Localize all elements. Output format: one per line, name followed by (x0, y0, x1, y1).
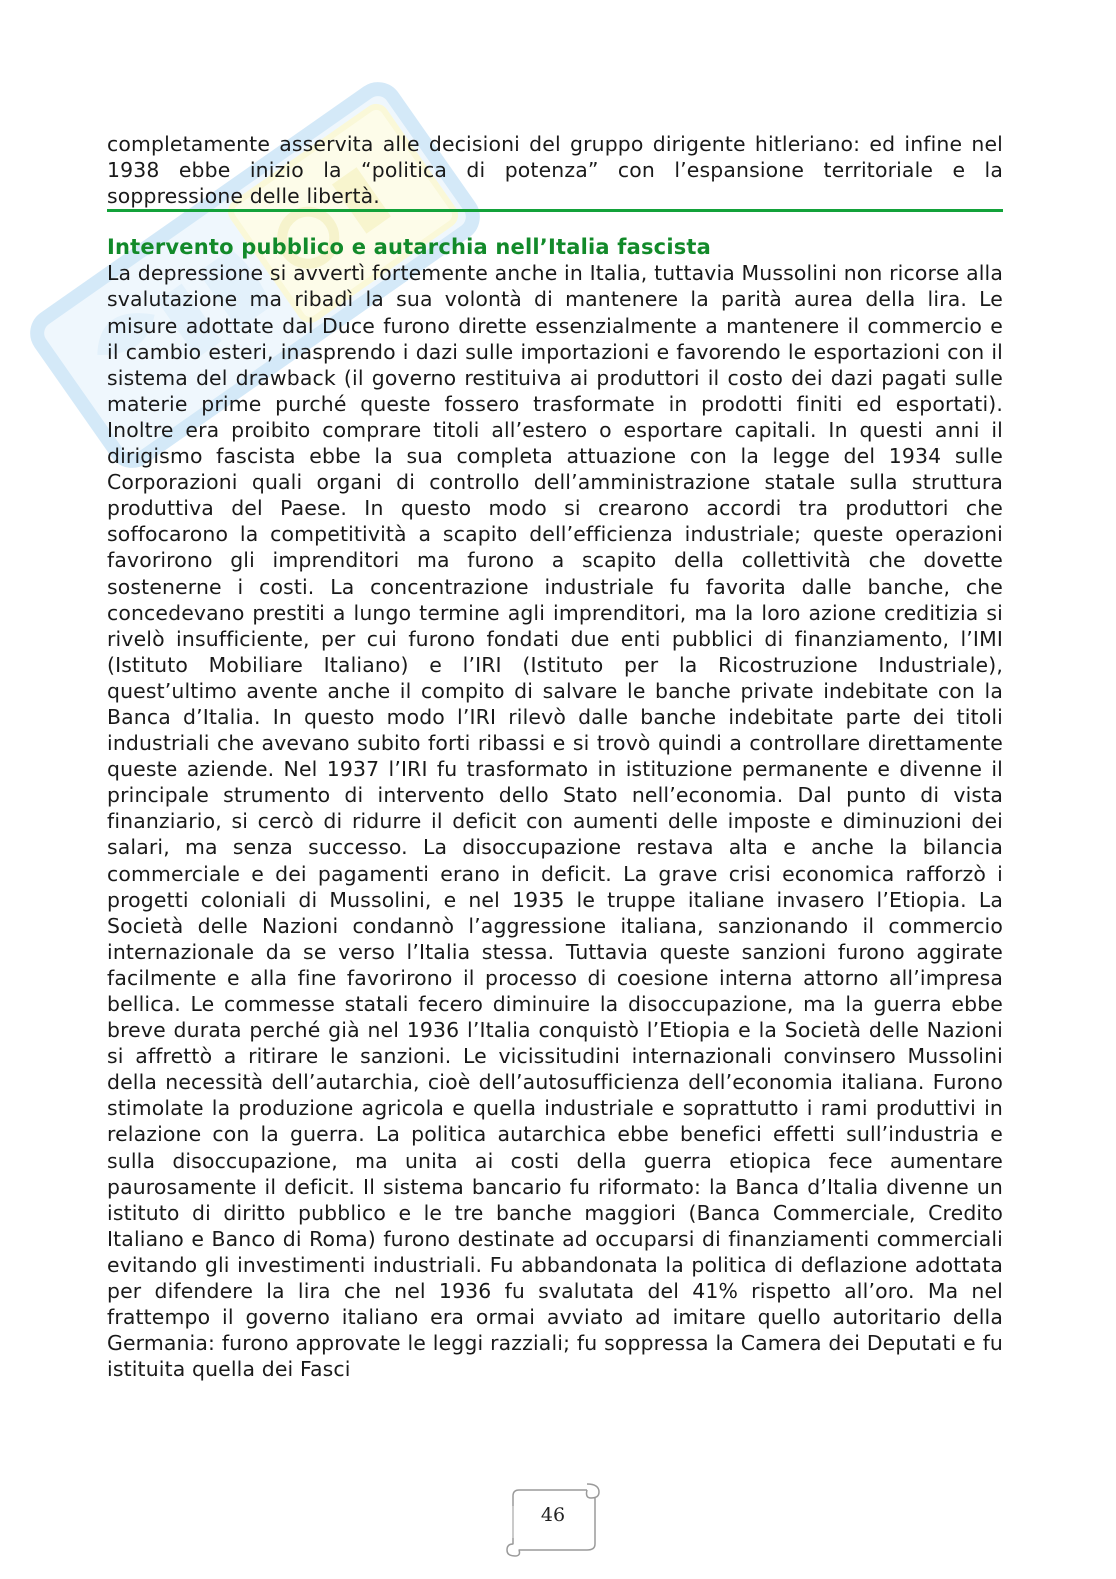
section-divider (107, 209, 1003, 212)
page-content (107, 131, 1003, 1382)
intro-paragraph: completamente asservita alle decisioni del gruppo dirigente hitleriano: ed infine nel 1938 ebbe inizio la “politica di potenza” con l’espansione territoriale e la soppressione delle libertà. (107, 132, 1003, 209)
section-body: La depressione si avvertì fortemente anche in Italia, tuttavia Mussolini non ricorse alla svalutazione ma ribadì la sua volontà di mantenere la parità aurea della lira. Le misure adottate dal Duce furono dirette essenzialmente a mantenere il commercio e il cambio esteri, inasprendo i dazi sulle importazioni e favorendo le esportazioni con il sistema del drawback (il governo restituiva ai produttori il costo dei dazi pagati sulle materie prime purché queste fossero trasformate in prodotti finiti ed esportati). Inoltre era proibito comprare titoli all’estero o esportare capitali. In questi anni il dirigismo fascista ebbe la sua completa attuazione con la legge del 1934 sulle Corporazioni quali organi di controllo dell’amministrazione statale sulla struttura produttiva del Paese. In questo modo si crearono accordi tra produttori che soffocarono la competitività a scapito dell’efficienza industriale; queste operazioni favorirono gli imprenditori ma furono a scapito della collettività che dovette sostenerne i costi. La concentrazione industriale fu favorita dalle banche, che concedevano prestiti a lungo termine agli imprenditori, ma la loro azione creditizia si rivelò insufficiente, per cui furono fondati due enti pubblici di finanziamento, l’IMI (Istituto Mobiliare Italiano) e l’IRI (Istituto per la Ricostruzione Industriale), quest’ultimo avente anche il compito di salvare le banche private indebitate con la Banca d’Italia. In questo modo l’IRI rilevò dalle banche indebitate parte dei titoli industriali che avevano subito forti ribassi e si trovò quindi a controllare direttamente queste aziende. Nel 1937 l’IRI fu trasformato in istituzione permanente e divenne il principale strumento di intervento dello Stato nell’economia. Dal punto di vista finanziario, si cercò di ridurre il deficit con aumenti delle imposte e diminuzioni dei salari, ma senza successo. La disoccupazione restava alta e anche la bilancia commerciale e dei pagamenti erano in deficit. La grave crisi economica rafforzò i progetti coloniali di Mussolini, e nel 1935 le truppe italiane invasero l’Etiopia. La Società delle Nazioni condannò l’aggressione italiana, sanzionando il commercio internazionale da se verso l’Italia stessa. Tuttavia queste sanzioni furono aggirate facilmente e alla fine favorirono il processo di coesione interna attorno all’impresa bellica. Le commesse statali fecero diminuire la disoccupazione, ma la guerra ebbe breve durata perché già nel 1936 l’Italia conquistò l’Etiopia e la Società delle Nazioni si affrettò a ritirare le sanzioni. Le vicissitudini internazionali convinsero Mussolini della necessità dell’autarchia, cioè dell’autosufficienza dell’economia italiana. Furono stimolate la produzione agricola e quella industriale e soprattutto i rami produttivi in relazione con la guerra. La politica autarchica ebbe benefici effetti sull’industria e sulla disoccupazione, ma unita ai costi della guerra etiopica fece aumentare paurosamente il deficit. Il sistema bancario fu riformato: la Banca d’Italia divenne un istituto di diritto pubblico e le tre banche maggiori (Banca Commerciale, Credito Italiano e Banco di Roma) furono destinate ad occuparsi di finanziamenti commerciali evitando gli investimenti industriali. Fu abbandonata la politica di deflazione adottata per difendere la lira che nel 1936 fu svalutata del 41% rispetto all’oro. Ma nel frattempo il governo italiano era ormai avviato ad imitare quello autoritario della Germania: furono approvate le leggi razziali; fu soppressa la Camera dei Deputati e fu istituita quella dei Fasci (107, 261, 1003, 1382)
page-number-badge (503, 1478, 607, 1558)
section-title: Intervento pubblico e autarchia nell’Italia fascista (107, 235, 712, 260)
page-number: 46 (540, 1504, 566, 1526)
